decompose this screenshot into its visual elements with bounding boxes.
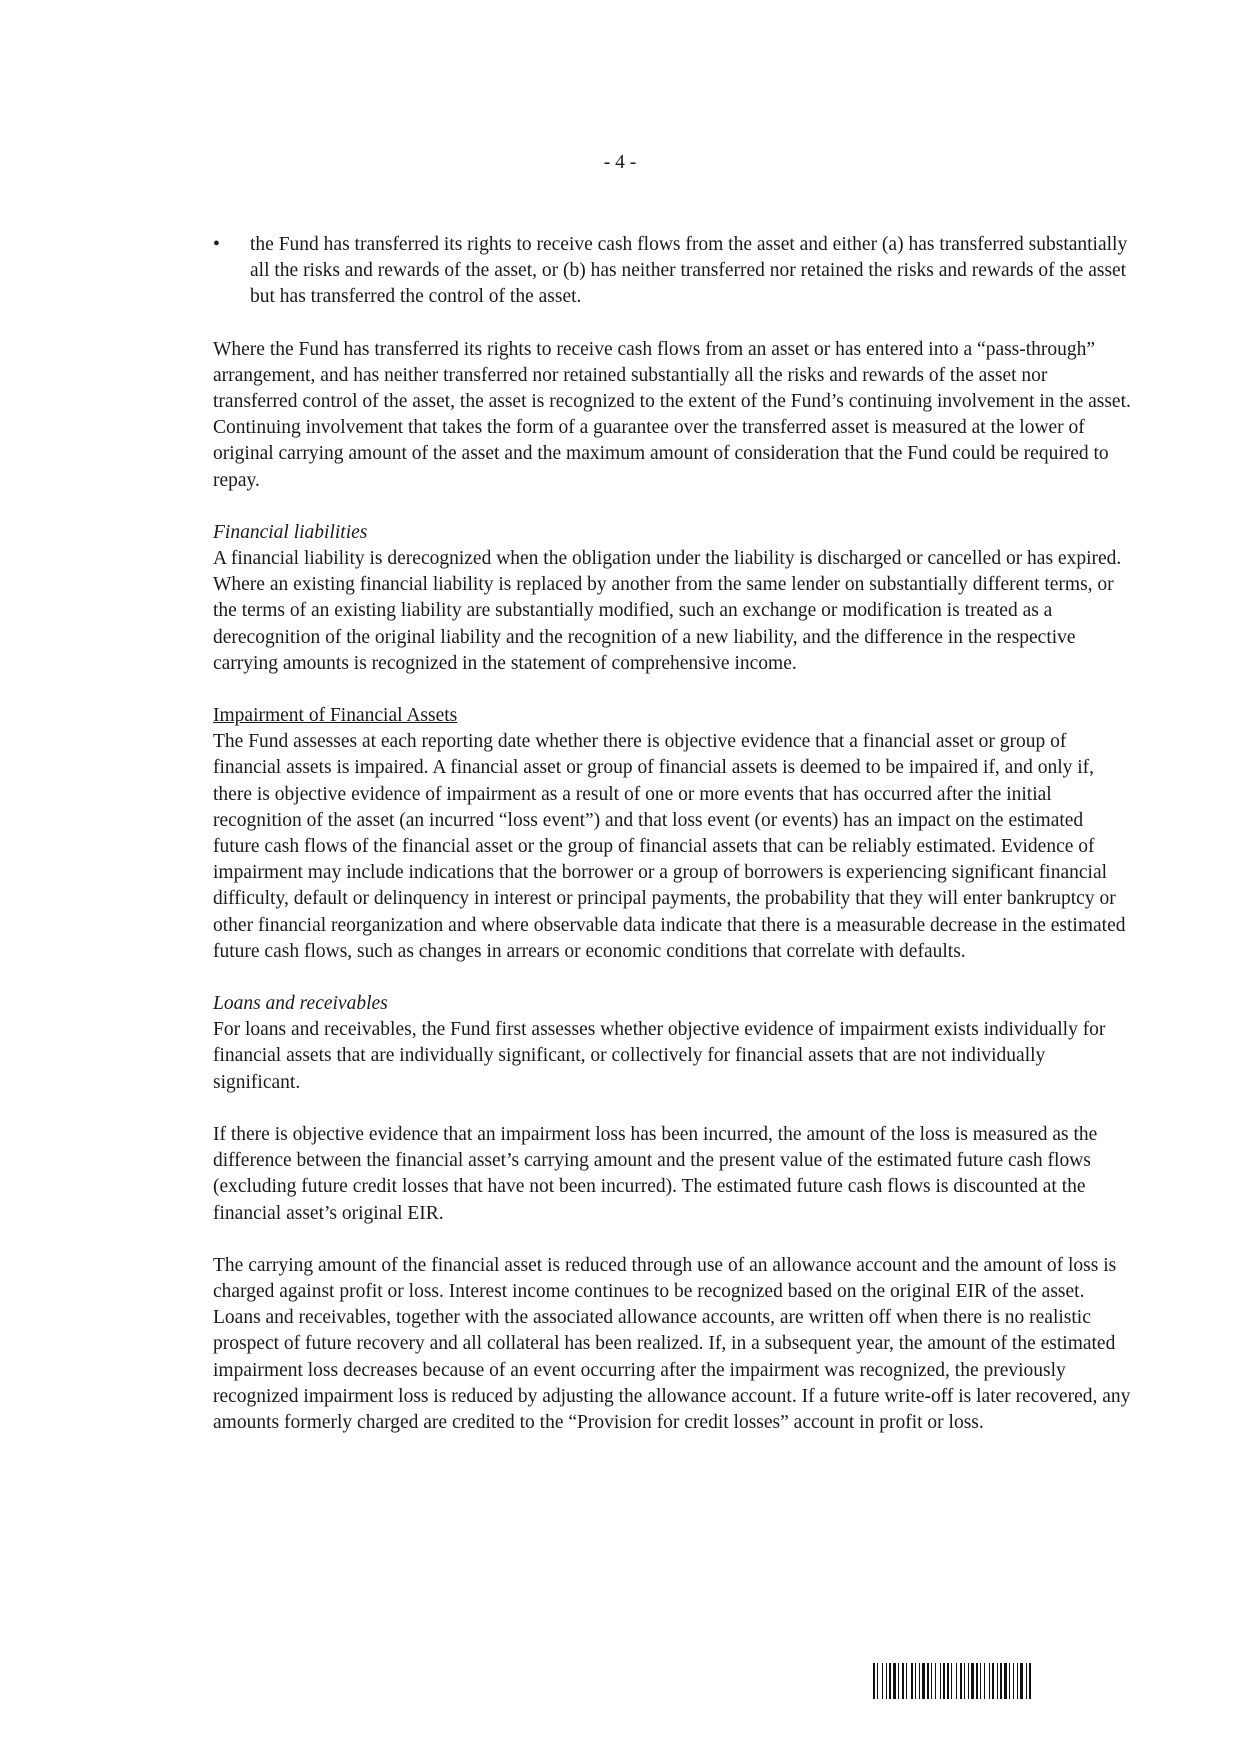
barcode-bar (898, 1663, 899, 1699)
loans-receivables-text-1: For loans and receivables, the Fund first assesses whether objective evidence of impairment exists individually for financial assets that are individually significant, or collectively for financial assets that are not individually significant. (213, 1019, 1106, 1093)
barcode-bar (902, 1663, 904, 1699)
barcode-bar (1026, 1663, 1027, 1699)
barcode-bar (960, 1663, 962, 1699)
barcode-bar (1004, 1663, 1007, 1699)
barcode-bar (951, 1663, 952, 1699)
barcode-bar (976, 1663, 978, 1699)
barcode-bar (893, 1663, 896, 1699)
barcode-bar (940, 1663, 941, 1699)
barcode-bar (889, 1663, 891, 1699)
barcode-bar (922, 1663, 925, 1699)
barcode-bar (1000, 1663, 1002, 1699)
barcode-bar (943, 1663, 945, 1699)
barcode-bar (1017, 1663, 1018, 1699)
barcode-bar (997, 1663, 998, 1699)
loans-receivables-text-2: If there is objective evidence that an impairment loss has been incurred, the amount of the loss is measured as the difference between the financial asset’s carrying amount and the present value of the estimated future cash flows (excluding future credit losses that have not been incurred). The estimated future cash flows is discounted at the financial asset’s original EIR. (213, 1123, 1098, 1224)
barcode-bar (886, 1663, 887, 1699)
impairment-heading: Impairment of Financial Assets (213, 705, 458, 727)
barcode-bar (947, 1663, 949, 1699)
barcode-bar (989, 1663, 990, 1699)
barcode-bar (971, 1663, 974, 1699)
barcode-bar (1020, 1663, 1023, 1699)
bullet-text: the Fund has transferred its rights to receive cash flows from the asset and either (a) has transferred substantially all the risks and rewards of the asset, or (b) has neither transferred nor retained the risks and rewards of the asset but has transferred the control of the asset. (250, 234, 1128, 308)
barcode-bar (882, 1663, 883, 1699)
financial-liabilities-text: A financial liability is derecognized when the obligation under the liability is discharged or cancelled or has expired. Where an existing financial liability is replaced by another from the same lender on substantially different terms, or the terms of an existing liability are substantially modified, such an exchange or modification is treated as a derecognition of the original liability and the recognition of a new liability, and the difference in the respective carrying amounts is recognized in the statement of comprehensive income. (213, 548, 1122, 674)
barcode-bar (968, 1663, 969, 1699)
loans-receivables-heading: Loans and receivables (213, 993, 388, 1015)
financial-liabilities-section (213, 520, 1131, 677)
barcode-bar (1013, 1663, 1014, 1699)
barcode-bar (877, 1663, 878, 1699)
barcode-bar (919, 1663, 920, 1699)
barcode-bar (935, 1663, 936, 1699)
document-body (213, 232, 1131, 1462)
barcode-bar (873, 1663, 875, 1699)
barcode-bar (1029, 1663, 1031, 1699)
impairment-section (213, 703, 1131, 965)
barcode-bar (927, 1663, 929, 1699)
loans-receivables-section (213, 991, 1131, 1096)
barcode-icon (873, 1663, 1123, 1699)
barcode-bar (964, 1663, 965, 1699)
barcode-bar (956, 1663, 957, 1699)
financial-liabilities-heading: Financial liabilities (213, 521, 368, 543)
impairment-text: The Fund assesses at each reporting date whether there is objective evidence that a financial asset or group of financial assets is impaired. A financial asset or group of financial assets is deemed to be impaired if, and only if, there is objective evidence of impairment as a result of one or more events that has occurred after the initial recognition of the asset (an incurred “loss event”) and that loss event (or events) has an impact on the estimated future cash flows of the financial asset or the group of financial assets that can be reliably estimated. Evidence of impairment may include indications that the borrower or a group of borrowers is experiencing significant financial difficulty, default or delinquency in interest or principal payments, the probability that they will enter bankruptcy or other financial reorganization and where observable data indicate that there is a measurable decrease in the estimated future cash flows, such as changes in arrears or economic conditions that correlate with defaults. (213, 731, 1126, 962)
barcode-bar (1009, 1663, 1010, 1699)
page-number: - 4 - (603, 152, 637, 173)
barcode-bar (911, 1663, 913, 1699)
barcode-bar (992, 1663, 994, 1699)
barcode-bar (931, 1663, 932, 1699)
pass-through-paragraph: Where the Fund has transferred its rights to receive cash flows from an asset or has entered into a “pass-through” arrangement, and has neither transferred nor retained substantially all the risks and rewards of the asset nor transferred control of the asset, the asset is recognized to the extent of the Fund’s continuing involvement in the asset. Continuing involvement that takes the form of a guarantee over the transferred asset is measured at the lower of original carrying amount of the asset and the maximum amount of consideration that the Fund could be required to repay. (213, 338, 1131, 491)
bullet-icon: • (213, 234, 220, 255)
bullet-item (213, 232, 1131, 311)
barcode-bar (980, 1663, 981, 1699)
barcode-bar (906, 1663, 907, 1699)
barcode-bar (915, 1663, 916, 1699)
loans-receivables-text-3: The carrying amount of the financial asset is reduced through use of an allowance account and the amount of loss is charged against profit or loss. Interest income continues to be recognized based on the original EIR of the asset. Loans and receivables, together with the associated allowance accounts, are written off when there is no realistic prospect of future recovery and all collateral has been realized. If, in a subsequent year, the amount of the estimated impairment loss decreases because of an event occurring after the impairment was recognized, the previously recognized impairment loss is reduced by adjusting the allowance account. If a future write-off is later recovered, any amounts formerly charged are credited to the “Provision for credit losses” account in profit or loss. (213, 1254, 1131, 1433)
barcode-bar (984, 1663, 985, 1699)
